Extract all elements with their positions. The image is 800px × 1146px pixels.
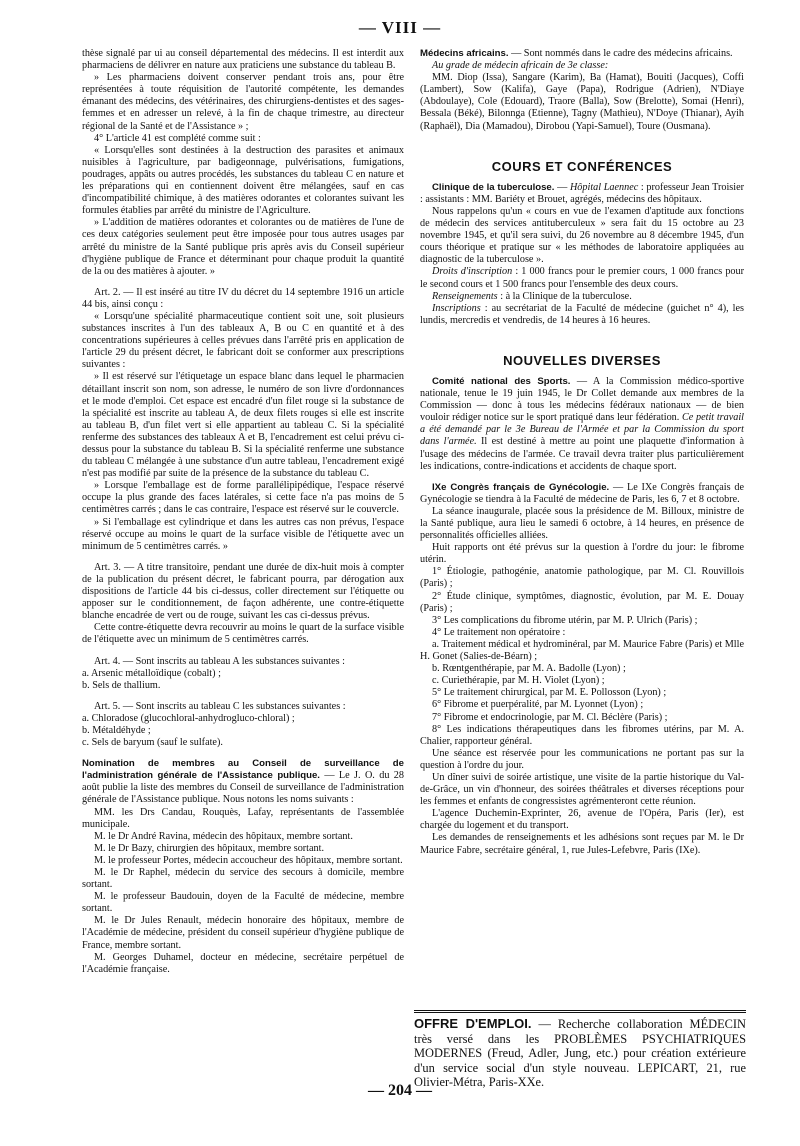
- member-line: M. le professeur Portes, médecin accoucheur des hôpitaux, membre sortant.: [94, 854, 403, 866]
- page-number: — 204 —: [368, 1082, 432, 1099]
- member-line: M. le Dr Raphel, médecin du service des secours à domicile, membre sortant.: [82, 867, 404, 891]
- report-item: 1° Étiologie, pathogénie, anatomie pathologique, par M. Cl. Rouvillois (Paris) ;: [420, 566, 744, 590]
- report-item: 6° Fibrome et puerpéralité, par M. Lyonnet (Lyon) ;: [432, 699, 644, 711]
- member-line: MM. les Drs Candau, Rouquès, Lafay, représentants de l'assemblée municipale.: [82, 806, 404, 830]
- paragraph: L'agence Duchemin-Exprinter, 26, avenue de l'Opéra, Paris (Ier), est chargée du logement et du transport.: [420, 808, 744, 832]
- member-line: M. le Dr Bazy, chirurgien des hôpitaux, membre sortant.: [94, 842, 325, 854]
- member-line: M. le Dr André Ravina, médecin des hôpitaux, membre sortant.: [94, 830, 353, 842]
- section-heading-cours: COURS ET CONFÉRENCES: [491, 158, 673, 174]
- names-list: MM. Diop (Issa), Sangare (Karim), Ba (Hamat), Bouiti (Jacques), Coffi (Lambert), Sow (Kalifa), Gaye (Papa), Rodrigue (Adrien), N'Diaye (Abdoulaye), Cole (Edouard), Traore (Balla), Sow (Brelotte), Somai (Henri), Bessala (Béké), Bilonnga (Etienne), Tagny (Mathieu), N'Doye (Thianar), Ayih (Raphaël), Dia (Mamadou), Dirobou (Yapi-Samuel), Toure (Ousmana).: [420, 72, 744, 132]
- hospital-name: Hôpital Laennec: [569, 181, 639, 193]
- report-item: 4° Le traitement non opératoire :: [432, 626, 566, 638]
- report-item: 7° Fibrome et endocrinologie, par M. Cl. Béclère (Paris) ;: [432, 711, 668, 723]
- paragraph: Une séance est réservée pour les communications ne portant pas sur la question à l'ordre du jour.: [420, 747, 744, 771]
- paragraph: Les demandes de renseignements et les adhésions sont reçues par M. le Dr Maurice Fabre, secrétaire général, 1, rue Jules-Lefebvre, Paris (IXe).: [420, 832, 744, 856]
- text: : au secrétariat de la Faculté de médecine (guichet n° 4), les lundis, mercredis et vendredis, de 14 heures à 16 heures.: [420, 302, 744, 326]
- report-item: c. Curiethérapie, par M. H. Violet (Lyon) ;: [432, 675, 605, 687]
- paragraph: « Lorsqu'une spécialité pharmaceutique contient soit une, soit plusieurs substances inscrites à l'un des tableaux A, B ou C en quantité et à des concentrations supérieures à celles prévues dans l'arrêté pris en application de l'article 29 du présent décret, le fabricant doit se conformer aux prescriptions suivantes :: [82, 310, 404, 371]
- paragraph: Huit rapports ont été prévus sur la question à l'ordre du jour: le fibrome utérin.: [420, 542, 744, 566]
- article-3: Art. 3. — A titre transitoire, pendant une durée de dix-huit mois à compter de la publication du présent décret, le fabricant pourra, par dérogation aux dispositions de l'article 44 bis ci-dessus, coller directement sur l'étiquette ou apposer sur le conditionnement, de façon adhérente, une contre-étiquette blanche encadrée de vert ou de rouge, suivant les cas ci-dessus prévus.: [82, 561, 404, 622]
- right-column: [420, 48, 744, 857]
- label: Inscriptions: [432, 302, 481, 314]
- article-5: Art. 5. — Sont inscrits au tableau C les substances suivantes :: [94, 700, 346, 712]
- report-item: 3° Les complications du fibrome utérin, par M. P. Ulrich (Paris) ;: [432, 614, 698, 626]
- news-item: [82, 758, 404, 806]
- news-item-body: Il est destiné à mettre au point une plaquette d'information à l'usage des médecins de l'armée. Ce travail devra traiter plus particulièrement les indications, contre-indications et accidents de chaque sport.: [420, 436, 745, 472]
- member-line: M. le Dr Jules Renault, médecin honoraire des hôpitaux, membre de l'Académie de médecine, président du conseil supérieur d'hygiène publique de France, membre sortant.: [82, 915, 404, 951]
- section-heading-nouvelles: NOUVELLES DIVERSES: [503, 352, 661, 368]
- report-item: b. Rœntgenthérapie, par M. A. Badolle (Lyon) ;: [432, 663, 626, 675]
- paragraph: » Il est réservé sur l'étiquetage un espace blanc dans lequel le pharmacien détaillant inscrit son nom, son adresse, le numéro de son livre d'ordonnances et le mode d'emploi. Cet espace est encadré d'un filet rouge si la substance de la spécialité est inscrite au tableau A, de deux filets rouges si elle est inscrite au tableau B, d'un filet vert si elle appartient au tableau C. Si la spécialité renferme des substances des tableaux A et B, l'encadrement est celui prévu ci-dessus pour la substance du tableau B. Si la spécialité renferme une substance du tableau C mélangée à une substance d'un autre tableau, l'encadrement exigé n'est pas modifié par suite de la présence de la substance du tableau C.: [82, 371, 404, 480]
- paragraph: » Si l'emballage est cylindrique et dans les autres cas non prévus, l'espace réservé occupe au moins le quart de la surface visible de l'étiquette avec un minimum de 5 centimètres carrés. »: [82, 516, 404, 552]
- report-item: 5° Le traitement chirurgical, par M. E. Pollosson (Lyon) ;: [432, 687, 667, 699]
- paragraph: thèse signalé par ui au conseil départemental des médecins. Il est interdit aux pharmaciens de délivrer en nature aux praticiens une substance du tableau B.: [82, 48, 404, 72]
- job-offer-ad: [414, 1010, 746, 1090]
- text: : 1 000 francs pour le premier cours, 1 000 francs pour le second cours et 1 500 francs pour l'ensemble des deux cours.: [420, 266, 744, 290]
- label: Renseignements: [432, 290, 498, 302]
- list-item: a. Arsenic métalloïdique (cobalt) ;: [82, 667, 221, 679]
- report-item: 8° Les indications thérapeutiques dans les fibromes utérins, par M. A. Chalier, rapporteur général.: [420, 723, 744, 747]
- news-item: [420, 482, 744, 506]
- paragraph: Nous rappelons qu'un « cours en vue de l'examen d'aptitude aux fonctions de médecin des services antituberculeux » sera fait du 15 octobre au 23 novembre 1945, et qu'il sera suivi, du 26 novembre au 8 décembre 1945, d'un cours théorique et pratique sur « les méthodes de laboratoire appliquées au diagnostic de la tuberculose ».: [420, 205, 744, 266]
- paragraph: [420, 266, 744, 290]
- paragraph: « Lorsqu'elles sont destinées à la destruction des parasites et animaux nuisibles à l'agriculture, par badigeonnage, pulvérisations, fumigations, poudrages, appâts ou autres procédés, les substances du tableau C en nature et les préparations qui en contiennent doivent être mélangées, sauf en cas d'incompatibilité chimique, à des matières odorantes et colorantes suivant les formules établies par arrêté du ministre de l'Agriculture.: [82, 144, 404, 217]
- news-item-body: — Le J. O. du 28 août publie la liste des membres du Conseil de surveillance de l'administration générale de l'Assistance publique. Nous notons les noms suivants :: [82, 770, 404, 806]
- paragraph: [420, 291, 744, 303]
- paragraph: » Lorsque l'emballage est de forme parallélipipédique, l'espace réservé occupe la plus grande des faces latérales, si cette face n'a pas moins de 5 centimètres carrés ; dans le cas contraire, l'espace est réservé sur le couvercle.: [82, 480, 404, 516]
- news-item-body: — Le IXe Congrès français de Gynécologie se tiendra à la Faculté de médecine de Paris, les 6, 7 et 8 octobre.: [420, 481, 745, 505]
- ad-body: — Recherche collaboration MÉDECIN très versé dans les PROBLÈMES PSYCHIATRIQUES MODERNES (Freud, Adler, Jung, etc.) pour création extérieure d'un service social d'un style nouveau. LEPICART, 21, rue Olivier-Métra, Paris-XXe.: [414, 1017, 746, 1090]
- grade-line: Au grade de médecin africain de 3e classe:: [432, 60, 609, 72]
- list-item: b. Sels de thallium.: [82, 679, 161, 691]
- label: Droits d'inscription: [432, 266, 513, 278]
- news-item-body: — Sont nommés dans le cadre des médecins africains.: [508, 48, 733, 59]
- report-item: 2° Étude clinique, symptômes, diagnostic, évolution, par M. E. Douay (Paris) ;: [420, 590, 744, 614]
- paragraph: » L'addition de matières odorantes et colorantes ou de matières de l'une de ces deux catégories seulement peut être imposée pour tous autres usages par arrêté du ministre de la Santé publique pris après avis du Conseil supérieur d'hygiène publique de France et déterminant pour chaque produit la quantité de la ou des matières à ajouter. »: [82, 217, 404, 277]
- news-item: [420, 48, 744, 60]
- member-line: M. Georges Duhamel, docteur en médecine, secrétaire perpétuel de l'Académie française.: [82, 951, 404, 975]
- news-item: [420, 182, 744, 206]
- article-4: Art. 4. — Sont inscrits au tableau A les substances suivantes :: [94, 655, 345, 667]
- paragraph: [420, 303, 744, 327]
- news-item-title: Comité national des Sports.: [432, 375, 571, 387]
- news-item-title: Clinique de la tuberculose.: [432, 181, 555, 193]
- ad-title: OFFRE D'EMPLOI.: [414, 1016, 532, 1031]
- list-item: a. Chloradose (glucochloral-anhydrogluco-chloral) ;: [82, 712, 295, 724]
- page-header-roman: — VIII —: [358, 18, 442, 37]
- paragraph: » Les pharmaciens doivent conserver pendant trois ans, pour être représentées à toute réquisition de l'autorité compétente, les demandes émanant des médecins, des vétérinaires, des chirurgiens-dentistes et des sages-femmes et en adresser un relevé, à la fin de chaque trimestre, au directeur régional de la Santé et de l'Assistance » ;: [82, 72, 404, 132]
- paragraph: 4° L'article 41 est complété comme suit :: [94, 132, 261, 144]
- text: : à la Clinique de la tuberculose.: [497, 290, 632, 302]
- paragraph: Un dîner suivi de soirée artistique, une visite de la partie historique du Val-de-Grâce, un vin d'honneur, des soirées théâtrales et diverses réceptions pour les femmes et enfants de congressistes agrémenteront cette réunion.: [420, 771, 744, 808]
- article-2: Art. 2. — Il est inséré au titre IV du décret du 14 septembre 1916 un article 44 bis, ainsi conçu :: [82, 286, 404, 310]
- news-item-title: Nomination de membres au Conseil de surveillance de l'administration générale de l'Assistance publique.: [82, 758, 404, 782]
- news-item-body: — A la Commission médico-sportive nationale, tenue le 19 juin 1945, le Dr Collet demande aux membres de la Commission — donc à tous les médecins fédéraux nationaux — de bien vouloir rédiger notice sur le sport pratiqué dans leur fédération.: [420, 375, 744, 424]
- news-item-title: IXe Congrès français de Gynécologie.: [432, 481, 610, 493]
- italic-note: Ce petit travail a été demandé par le 3e Bureau de l'Armée et par la Commission du sport dans l'armée.: [420, 412, 744, 448]
- dash: —: [554, 181, 570, 193]
- list-item: c. Sels de baryum (sauf le sulfate).: [82, 737, 223, 749]
- news-item: [420, 376, 744, 473]
- left-column: [82, 48, 404, 976]
- report-item: a. Traitement médical et hydrominéral, par M. Maurice Fabre (Paris) et Mlle H. Gonet (Salies-de-Béarn) ;: [420, 638, 744, 663]
- list-item: b. Métaldéhyde ;: [82, 724, 151, 736]
- paragraph: La séance inaugurale, placée sous la présidence de M. Billoux, ministre de la Santé publique, aura lieu le samedi 6 octobre, à 14 heures, en présence de personnalités officielles alliées.: [420, 505, 744, 542]
- member-line: M. le professeur Baudouin, doyen de la Faculté de médecine, membre sortant.: [82, 891, 404, 915]
- news-item-body: : professeur Jean Troisier : assistants : MM. Bariéty et Brouet, agrégés, médecins des hôpitaux.: [420, 181, 744, 205]
- news-item-title: Médecins africains.: [420, 48, 509, 59]
- paragraph: Cette contre-étiquette devra recouvrir au moins le quart de la surface visible de l'étiquette avec un minimum de 5 centimètres carrés.: [82, 622, 404, 646]
